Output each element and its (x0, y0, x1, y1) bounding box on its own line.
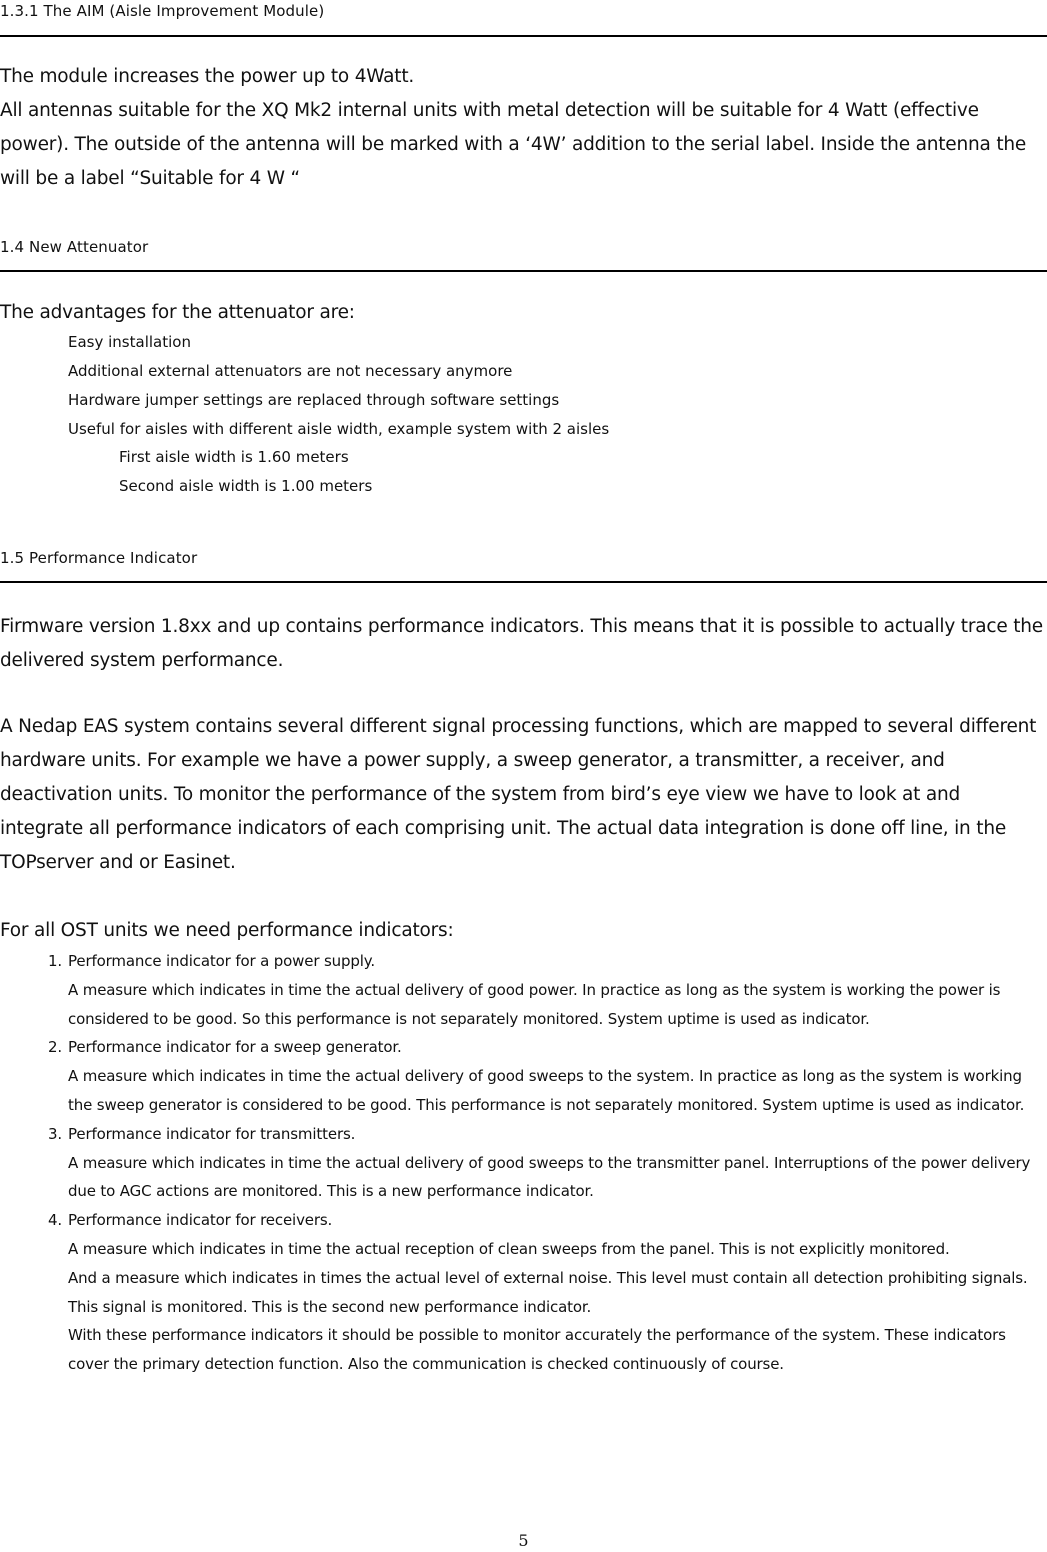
list-item-text: A measure which indicates in time the actual delivery of good sweeps to the system. In practice as long as the system is working the sweep generator is considered to be good. This performance is not separately monitored. System uptime is used as indicator. (68, 1067, 1025, 1114)
list-item: Easy installation (68, 333, 191, 351)
list-item-title: Performance indicator for a sweep generator. (68, 1038, 402, 1057)
heading-aim: 1.3.1 The AIM (Aisle Improvement Module) (0, 2, 325, 20)
list-number: 4. (48, 1211, 63, 1230)
list-item-title: Performance indicator for transmitters. (68, 1124, 356, 1143)
heading-performance: 1.5 Performance Indicator (0, 549, 198, 567)
list-item-text: A measure which indicates in time the actual reception of clean sweeps from the panel. This is not explicitly monitored. (68, 1239, 950, 1258)
heading-rule (0, 270, 1047, 272)
aim-para-2: All antennas suitable for the XQ Mk2 internal units with metal detection will be suitable for 4 Watt (effective power). The outside of the antenna will be marked with a ‘4W’ addition to the serial label. Inside the antenna the will be a label “Suitable for 4 W “ (0, 100, 1027, 189)
list-number: 2. (48, 1038, 63, 1057)
performance-indicator-list (0, 947, 1047, 1379)
attenuator-intro: The advantages for the attenuator are: (0, 302, 355, 323)
attenuator-sublist (119, 443, 372, 501)
list-item-text: A measure which indicates in time the actual delivery of good sweeps to the transmitter panel. Interruptions of the power delivery due to AGC actions are monitored. This is a new performance indicator. (68, 1153, 1031, 1201)
list-subitem: Second aisle width is 1.00 meters (119, 477, 373, 495)
list-subitem: First aisle width is 1.60 meters (119, 448, 349, 466)
list-number: 1. (48, 952, 63, 970)
list-item-title: Performance indicator for receivers. (68, 1211, 333, 1230)
list-item-title: Performance indicator for a power supply. (68, 952, 375, 970)
aim-body (0, 60, 1044, 196)
list-item: Useful for aisles with different aisle width, example system with 2 aisles (68, 420, 610, 438)
list-item-text: And a measure which indicates in times the actual level of external noise. This level must contain all detection prohibiting signals. This signal is monitored. This is the second new performance indicator. (68, 1268, 1028, 1316)
list-item: Hardware jumper settings are replaced through software settings (68, 391, 560, 409)
performance-para-2: A Nedap EAS system contains several different signal processing functions, which are mapped to several different hardware units. For example we have a power supply, a sweep generator, a transmitter, a receiver, and deactivation units. To monitor the performance of the system from bird’s eye view we have to look at and integrate all performance indicators of each comprising unit. The actual data integration is done off line, in the TOPserver and or Easinet. (0, 716, 1037, 873)
heading-rule (0, 581, 1047, 583)
list-item (0, 947, 1047, 1033)
aim-para-1: The module increases the power up to 4Watt. (0, 66, 415, 87)
performance-para-1: Firmware version 1.8xx and up contains performance indicators. This means that it is possible to actually trace the delivered system performance. (0, 616, 1043, 671)
performance-list-intro: For all OST units we need performance indicators: (0, 920, 454, 941)
list-item (0, 1120, 1047, 1206)
heading-attenuator: 1.4 New Attenuator (0, 238, 149, 256)
list-item-text: With these performance indicators it should be possible to monitor accurately the performance of the system. These indicators cover the primary detection function. Also the communication is checked continuously of course. (68, 1326, 1006, 1374)
list-item-text: A measure which indicates in time the actual delivery of good power. In practice as long as the system is working the power is considered to be good. So this performance is not separately monitored. System uptime is used as indicator. (68, 980, 1001, 1028)
list-item (0, 1206, 1047, 1379)
heading-rule (0, 35, 1047, 37)
attenuator-list (68, 328, 609, 444)
page-number: 5 (518, 1531, 529, 1550)
list-item (0, 1033, 1047, 1119)
list-item: Additional external attenuators are not necessary anymore (68, 362, 513, 380)
list-number: 3. (48, 1124, 63, 1143)
